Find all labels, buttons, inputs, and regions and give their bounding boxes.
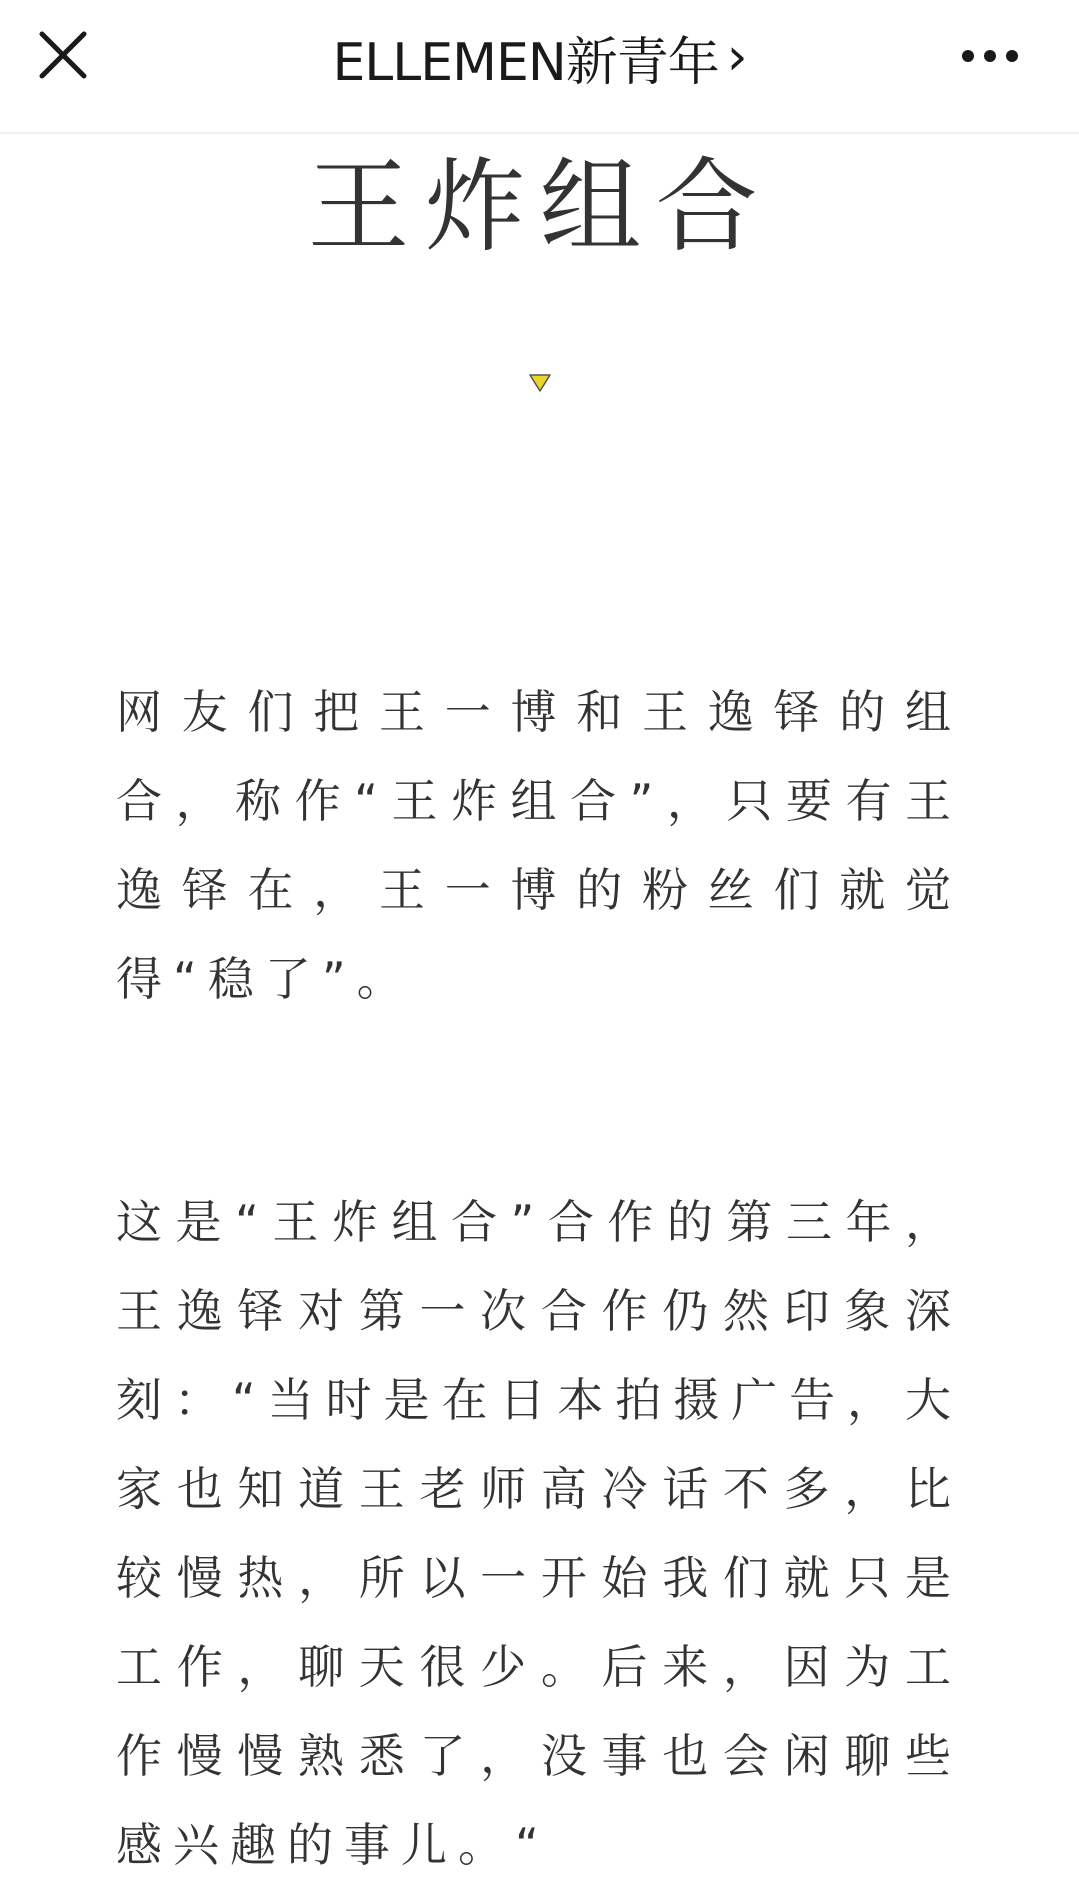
triangle-marker-icon — [529, 374, 551, 392]
article-paragraph: 网友们把王一博和王逸铎的组合，称作“王炸组合”，只要有王逸铎在，王一博的粉丝们就觉得“稳了”。 — [116, 685, 962, 1006]
chevron-right-icon: › — [726, 27, 747, 87]
more-dots-icon — [950, 30, 1030, 82]
account-name-link[interactable] — [200, 24, 879, 93]
close-button[interactable] — [30, 22, 96, 88]
article-paragraph: 这是“王炸组合”合作的第三年，王逸铎对第一次合作仍然印象深刻：“当时是在日本拍摄广告，大家也知道王老师高冷话不多，比较慢热，所以一开始我们就只是工作，聊天很少。后来，因为工作慢慢熟悉了，没事也会闲聊些感兴趣的事儿。“ — [116, 1195, 962, 1872]
close-icon — [30, 22, 96, 88]
more-button[interactable] — [950, 30, 1030, 82]
article-headline: 王炸组合 — [307, 148, 772, 267]
top-navbar — [0, 0, 1079, 134]
account-name: ELLEMEN新青年 — [332, 32, 719, 93]
